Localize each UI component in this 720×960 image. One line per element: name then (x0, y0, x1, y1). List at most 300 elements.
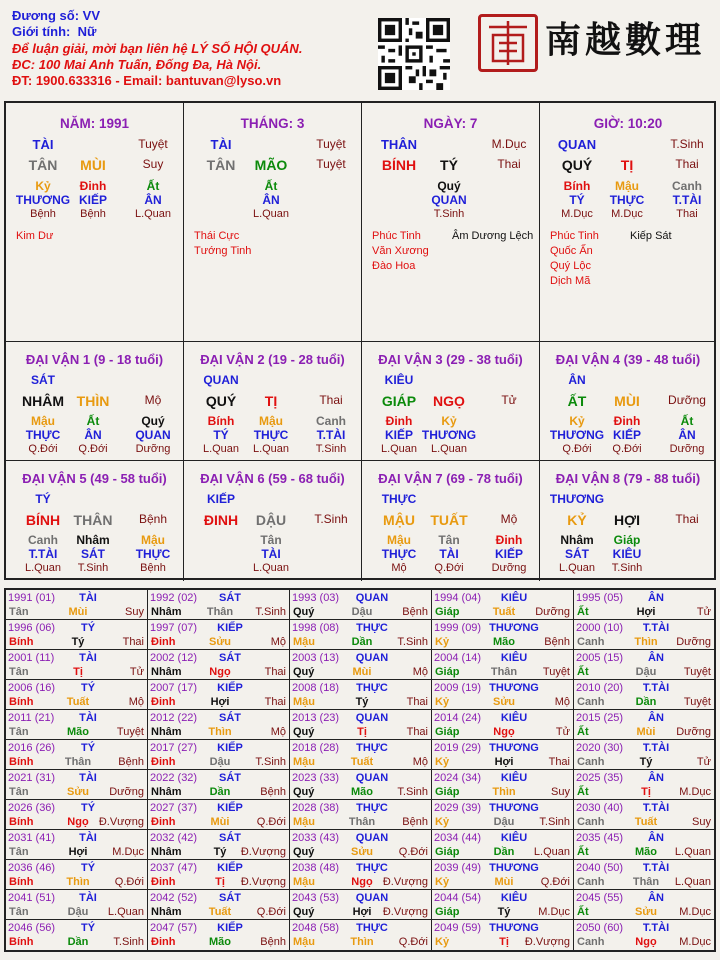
year-cell (290, 800, 432, 830)
dai-van-star: THỰC (381, 492, 417, 506)
year-star: T.TÀI (642, 922, 670, 934)
year-branch: Dần (67, 936, 89, 948)
year-cell (290, 740, 432, 770)
dai-van-main: Thai (675, 512, 699, 526)
pillar-main: BÍNH (381, 157, 417, 173)
year-phase: M.Dục (538, 906, 570, 918)
year-cell (6, 920, 148, 950)
year-stem: Tân (9, 786, 29, 798)
dai-van-hidden: T.TÀI (316, 428, 346, 442)
year-star: TÝ (80, 742, 96, 754)
dai-van-star: THƯƠNG (549, 492, 605, 506)
pillar-hidden: Mậu (615, 179, 639, 193)
year-cell (432, 740, 574, 770)
year-stem: Quý (293, 666, 315, 678)
year-star: THỰC (356, 922, 388, 934)
year-phase: Đ.Vượng (382, 876, 428, 888)
year-star: SÁT (219, 832, 241, 844)
year-branch: Tý (355, 696, 369, 708)
year-phase: T.Sinh (397, 636, 428, 648)
year-star: KIÊU (500, 652, 528, 664)
dai-van-star: KIẾP (206, 492, 235, 506)
year-label: 2032 (42) (150, 832, 198, 844)
dai-van-hidden: SÁT (565, 547, 589, 561)
year-cell (290, 620, 432, 650)
year-stem: Giáp (435, 606, 460, 618)
year-phase: Mộ (412, 756, 428, 768)
year-phase: Q.Đới (114, 876, 144, 888)
year-label: 1995 (05) (576, 592, 624, 604)
year-star: TÝ (80, 682, 96, 694)
year-cell (6, 710, 148, 740)
dai-van-hidden: KIÊU (612, 547, 642, 561)
year-branch: Tuất (492, 606, 516, 618)
year-cell (574, 710, 714, 740)
dai-van-star: TÝ (35, 492, 51, 506)
year-phase: Đ.Vượng (240, 846, 286, 858)
year-stem: Canh (577, 756, 605, 768)
year-phase: T.Sinh (539, 816, 570, 828)
year-branch: Dần (209, 786, 231, 798)
year-label: 2002 (12) (150, 652, 198, 664)
year-phase: M.Dục (679, 936, 711, 948)
year-stem: Bính (9, 636, 34, 648)
header-info (12, 8, 302, 89)
dai-van-title: ĐẠI VẬN 2 (19 - 28 tuổi) (200, 352, 345, 367)
year-cell (6, 800, 148, 830)
dai-van-hidden: Đinh (385, 414, 413, 428)
dai-van-main: TỊ (264, 393, 278, 409)
year-stem: Mậu (293, 936, 315, 948)
pillar-note: Đào Hoa (372, 260, 416, 272)
year-cell (574, 590, 714, 620)
dai-van-hidden: Q.Đới (612, 443, 642, 455)
year-phase: Tuyệt (683, 666, 711, 678)
year-stem: Quý (293, 786, 315, 798)
year-stem: Kỷ (435, 756, 450, 768)
year-phase: M.Dục (679, 786, 711, 798)
year-phase: L.Quan (533, 846, 570, 858)
year-star: THỰC (356, 622, 388, 634)
dai-van-hidden: SÁT (81, 547, 105, 561)
year-stem: Canh (577, 816, 605, 828)
dai-van-hidden: Mậu (387, 533, 411, 547)
year-stem: Quý (293, 606, 315, 618)
dai-van-star: QUAN (203, 373, 239, 387)
year-label: 2020 (30) (576, 742, 624, 754)
year-cell (6, 860, 148, 890)
year-stem: Mậu (293, 636, 315, 648)
year-branch: Thìn (66, 876, 90, 888)
year-star: KIÊU (500, 832, 528, 844)
year-star: THƯƠNG (489, 742, 539, 754)
pillar-main: MÃO (254, 157, 288, 173)
year-star: SÁT (219, 712, 241, 724)
year-label: 2025 (35) (576, 772, 624, 784)
dai-van-hidden: Quý (141, 414, 165, 428)
dai-van-hidden: TÀI (261, 547, 281, 561)
year-label: 2047 (57) (150, 922, 198, 934)
dai-van-hidden: Canh (28, 533, 58, 547)
year-star: TÝ (80, 922, 96, 934)
dai-van-hidden: Bệnh (140, 562, 166, 574)
dai-van-hidden: L.Quan (558, 562, 596, 574)
year-label: 2033 (43) (292, 832, 340, 844)
year-label: 2026 (36) (8, 802, 56, 814)
value-duong-so: VV (82, 8, 101, 23)
year-branch: Thìn (492, 786, 516, 798)
year-cell (432, 830, 574, 860)
year-phase: Mộ (412, 666, 428, 678)
year-label: 2005 (15) (576, 652, 624, 664)
year-branch: Mão (209, 936, 231, 948)
year-cell (432, 800, 574, 830)
year-stem: Quý (293, 726, 315, 738)
dai-van-hidden: L.Quan (252, 443, 290, 455)
year-label: 2003 (13) (292, 652, 340, 664)
pillar-main: TÝ (440, 157, 458, 173)
year-branch: Tuất (350, 756, 374, 768)
year-branch: Sửu (492, 696, 516, 708)
dai-van-hidden: Ất (86, 414, 100, 428)
year-branch: Tý (71, 636, 85, 648)
year-branch: Sửu (208, 636, 232, 648)
dai-van-title: ĐẠI VẬN 6 (59 - 68 tuổi) (200, 471, 345, 486)
year-cell (432, 770, 574, 800)
year-phase: Đ.Vượng (382, 906, 428, 918)
dai-van-hidden: Canh (316, 414, 346, 428)
year-branch: Ngọ (635, 936, 657, 948)
year-stem: Kỷ (435, 816, 450, 828)
year-branch: Ngọ (67, 816, 89, 828)
year-branch: Mùi (636, 726, 656, 738)
year-label: 2022 (32) (150, 772, 198, 784)
years-table (4, 588, 716, 952)
year-stem: Tân (9, 606, 29, 618)
dai-van-main: HỢI (614, 512, 640, 528)
dai-van-hidden: Ất (680, 414, 694, 428)
year-branch: Mùi (494, 876, 514, 888)
year-star: QUAN (355, 772, 389, 784)
year-phase: Tử (696, 606, 711, 618)
year-star: TÀI (79, 892, 97, 904)
dai-van-main: Thai (319, 393, 343, 407)
year-branch: Mão (635, 846, 657, 858)
year-stem: Mậu (293, 876, 315, 888)
year-cell (290, 830, 432, 860)
year-phase: Tử (129, 666, 144, 678)
year-branch: Thìn (208, 726, 232, 738)
dai-van-hidden: Tân (260, 533, 282, 547)
year-cell (574, 920, 714, 950)
year-phase: L.Quan (674, 876, 711, 888)
dai-van-hidden: KIẾP (612, 428, 641, 442)
year-label: 2004 (14) (434, 652, 482, 664)
dai-van-hidden: THỰC (381, 547, 417, 561)
dai-van-cell (184, 461, 362, 581)
year-label: 2016 (26) (8, 742, 56, 754)
dai-van-hidden: ÂN (678, 428, 696, 442)
dai-van-main: Mộ (144, 393, 162, 407)
year-branch: Tý (213, 846, 227, 858)
year-cell (574, 680, 714, 710)
pillar-hidden: T.Sinh (433, 208, 465, 220)
year-label: 2030 (40) (576, 802, 624, 814)
year-stem: Mậu (293, 696, 315, 708)
year-branch: Sửu (350, 846, 374, 858)
pillar-note: Thái Cực (194, 230, 240, 242)
dai-van-hidden: T.Sinh (77, 562, 109, 574)
year-stem: Tân (9, 846, 29, 858)
dai-van-cell (362, 461, 540, 581)
year-cell (290, 770, 432, 800)
dai-van-cell (6, 461, 184, 581)
year-stem: Canh (577, 876, 605, 888)
year-label: 2000 (10) (576, 622, 624, 634)
pillar-main: QUÝ (561, 157, 593, 173)
pillar-hidden: ÂN (144, 193, 162, 207)
year-stem: Đinh (151, 636, 176, 648)
year-star: TÀI (79, 772, 97, 784)
year-branch: Dậu (493, 816, 515, 828)
dai-van-cell (540, 461, 716, 581)
year-label: 2039 (49) (434, 862, 482, 874)
year-star: TÝ (80, 802, 96, 814)
year-star: ÂN (648, 772, 664, 784)
year-cell (6, 590, 148, 620)
year-cell (432, 860, 574, 890)
year-cell (574, 830, 714, 860)
year-branch: Thìn (350, 936, 374, 948)
dai-van-hidden: Đinh (613, 414, 641, 428)
year-label: 2050 (60) (576, 922, 624, 934)
dai-van-hidden: ÂN (84, 428, 102, 442)
year-star: T.TÀI (642, 622, 670, 634)
year-stem: Giáp (435, 906, 460, 918)
year-phase: Mộ (270, 636, 286, 648)
pillar-hidden: L.Quan (252, 208, 290, 220)
pillar-main: Thai (497, 157, 521, 171)
dai-van-hidden: T.Sinh (611, 562, 643, 574)
year-stem: Bính (9, 696, 34, 708)
year-phase: Q.Đới (398, 846, 428, 858)
year-cell (148, 770, 290, 800)
year-label: 2038 (48) (292, 862, 340, 874)
year-stem: Mậu (293, 816, 315, 828)
dai-van-hidden: THỰC (25, 428, 61, 442)
year-branch: Tị (73, 666, 83, 678)
year-stem: Đinh (151, 816, 176, 828)
dai-van-main: THÌN (76, 393, 110, 409)
year-cell (148, 710, 290, 740)
year-phase: Q.Đới (398, 936, 428, 948)
year-label: 2048 (58) (292, 922, 340, 934)
dai-van-cell (540, 342, 716, 461)
year-star: SÁT (219, 772, 241, 784)
dai-van-hidden: Q.Đới (78, 443, 108, 455)
dai-van-main: MẬU (383, 512, 415, 528)
year-label: 2045 (55) (576, 892, 624, 904)
year-cell (6, 740, 148, 770)
year-stem: Nhâm (151, 606, 182, 618)
year-star: ÂN (648, 832, 664, 844)
pillar-star: Tuyệt (138, 137, 168, 151)
year-branch: Thân (206, 606, 234, 618)
dai-van-hidden: L.Quan (430, 443, 468, 455)
year-star: KIẾP (217, 862, 243, 874)
year-star: THƯƠNG (489, 922, 539, 934)
year-cell (432, 920, 574, 950)
year-star: T.TÀI (642, 862, 670, 874)
year-stem: Giáp (435, 846, 460, 858)
dai-van-hidden: T.Sinh (315, 443, 347, 455)
year-phase: M.Dục (112, 846, 144, 858)
year-branch: Dậu (67, 906, 89, 918)
year-stem: Quý (293, 906, 315, 918)
year-phase: Suy (692, 816, 711, 828)
dai-van-hidden: TÀI (439, 547, 459, 561)
year-phase: Q.Đới (256, 816, 286, 828)
year-phase: Bệnh (260, 936, 286, 948)
year-stem: Ất (577, 666, 589, 678)
year-label: 2029 (39) (434, 802, 482, 814)
dai-van-star: SÁT (31, 373, 55, 387)
pillar-star: TÀI (210, 137, 232, 152)
year-phase: T.Sinh (397, 786, 428, 798)
year-phase: Dưỡng (676, 726, 711, 738)
dai-van-hidden: Q.Đới (28, 443, 58, 455)
year-label: 2008 (18) (292, 682, 340, 694)
year-phase: Bệnh (402, 816, 428, 828)
year-branch: Mùi (210, 816, 230, 828)
year-phase: Bệnh (402, 606, 428, 618)
pillar-hidden: THỰC (609, 193, 645, 207)
year-branch: Thân (348, 816, 376, 828)
year-phase: Suy (125, 606, 144, 618)
year-label: 2012 (22) (150, 712, 198, 724)
dai-van-main: ĐINH (203, 512, 239, 528)
year-phase: L.Quan (107, 906, 144, 918)
year-label: 2035 (45) (576, 832, 624, 844)
year-star: QUAN (355, 592, 389, 604)
year-label: 1997 (07) (150, 622, 198, 634)
phone-email-line: ĐT: 1900.633316 - Email: bantuvan@lyso.vn (12, 73, 282, 89)
year-label: 2019 (29) (434, 742, 482, 754)
dai-van-hidden: Nhâm (560, 533, 594, 547)
year-cell (290, 890, 432, 920)
dai-van-hidden: L.Quan (202, 443, 240, 455)
year-branch: Hợi (68, 846, 88, 858)
year-branch: Tuất (66, 696, 90, 708)
pillar-main: TÂN (206, 157, 236, 173)
year-star: QUAN (355, 832, 389, 844)
dai-van-hidden: THƯƠNG (421, 428, 477, 442)
year-phase: T.Sinh (113, 936, 144, 948)
year-branch: Thân (490, 666, 518, 678)
year-star: KIẾP (217, 622, 243, 634)
dai-van-hidden: THƯƠNG (549, 428, 605, 442)
pillar-title: THÁNG: 3 (240, 116, 305, 131)
seal-logo-icon (478, 14, 538, 72)
year-cell (574, 800, 714, 830)
year-branch: Dậu (209, 756, 231, 768)
pillar-cell (184, 103, 362, 342)
year-branch: Dậu (635, 666, 657, 678)
year-cell (432, 710, 574, 740)
dai-van-hidden: THỰC (135, 547, 171, 561)
dai-van-hidden: Nhâm (76, 533, 110, 547)
year-label: 2001 (11) (8, 652, 55, 664)
year-cell (432, 890, 574, 920)
year-label: 2043 (53) (292, 892, 340, 904)
year-star: KIẾP (217, 682, 243, 694)
year-label: 2013 (23) (292, 712, 340, 724)
year-phase: Tuyệt (683, 696, 711, 708)
pillar-note: Quốc Ấn (550, 245, 593, 257)
year-phase: Bệnh (118, 756, 144, 768)
year-phase: Đ.Vượng (98, 816, 144, 828)
year-phase: Mộ (270, 726, 286, 738)
pillar-hidden: Canh (672, 179, 702, 193)
year-branch: Sửu (66, 786, 90, 798)
year-stem: Đinh (151, 756, 176, 768)
year-branch: Tị (499, 936, 509, 948)
year-label: 2027 (37) (150, 802, 198, 814)
year-stem: Quý (293, 846, 315, 858)
year-branch: Thân (64, 756, 92, 768)
year-label: 2006 (16) (8, 682, 56, 694)
year-phase: Suy (551, 786, 570, 798)
year-cell (148, 620, 290, 650)
year-star: T.TÀI (642, 682, 670, 694)
dai-van-cell (362, 342, 540, 461)
year-phase: Q.Đới (256, 906, 286, 918)
year-cell (148, 800, 290, 830)
year-star: SÁT (219, 892, 241, 904)
pillar-hidden: Kỷ (35, 179, 51, 193)
year-phase: Thai (122, 636, 144, 648)
year-branch: Thìn (634, 636, 658, 648)
year-label: 2028 (38) (292, 802, 340, 814)
dai-van-title: ĐẠI VẬN 1 (9 - 18 tuổi) (25, 352, 164, 367)
pillars-grid (4, 101, 716, 580)
year-stem: Mậu (293, 756, 315, 768)
year-label: 2036 (46) (8, 862, 56, 874)
year-star: KIẾP (217, 742, 243, 754)
year-branch: Tý (639, 756, 653, 768)
year-label: 2010 (20) (576, 682, 624, 694)
year-star: TÀI (79, 712, 97, 724)
year-star: TÝ (80, 862, 96, 874)
year-branch: Dần (351, 636, 373, 648)
year-cell (574, 890, 714, 920)
pillar-main: Suy (142, 157, 164, 171)
year-phase: Mộ (554, 696, 570, 708)
year-star: KIẾP (217, 922, 243, 934)
dai-van-hidden: Dưỡng (135, 443, 171, 455)
year-stem: Bính (9, 816, 34, 828)
year-label: 1992 (02) (150, 592, 198, 604)
dai-van-title: ĐẠI VẬN 8 (79 - 88 tuổi) (555, 471, 701, 486)
year-cell (148, 860, 290, 890)
year-cell (290, 920, 432, 950)
year-label: 2014 (24) (434, 712, 482, 724)
year-cell (432, 590, 574, 620)
dai-van-hidden: KIẾP (494, 547, 523, 561)
year-stem: Nhâm (151, 726, 182, 738)
year-phase: T.Sinh (255, 606, 286, 618)
pillar-hidden: Ất (146, 179, 160, 193)
